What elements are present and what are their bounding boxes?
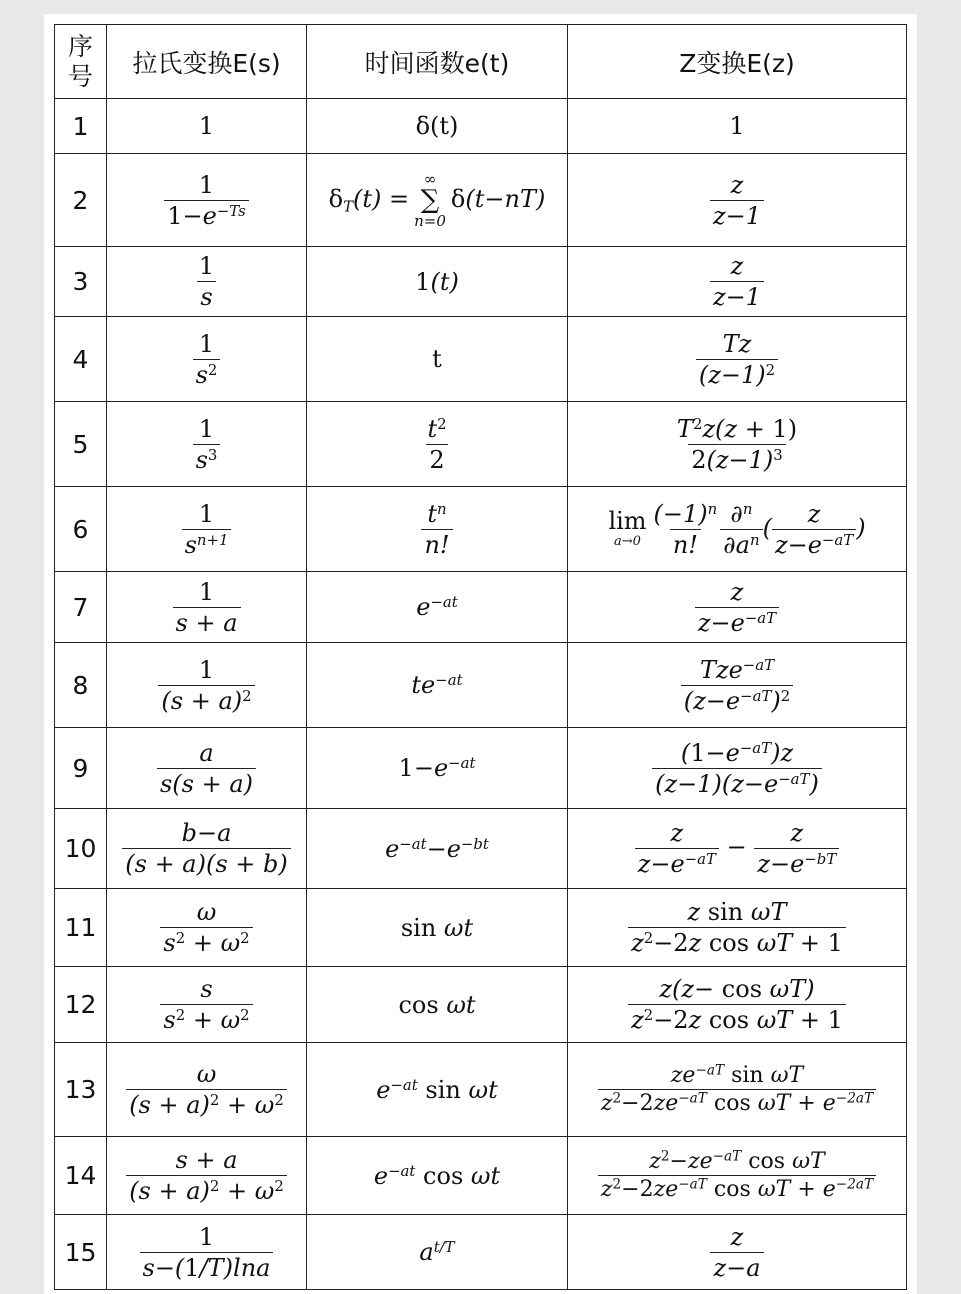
row-number: 1	[55, 99, 107, 154]
table-row	[55, 643, 907, 728]
z-cell: $\frac{z}{z-a}$	[568, 1215, 907, 1290]
time-cell: $1-e^{-at}$	[307, 728, 568, 809]
laplace-cell: $\frac{1}{s^3}$	[107, 402, 307, 487]
time-cell: sin ωt	[307, 889, 568, 967]
laplace-cell: $\frac{a}{s(s + a)}$	[107, 728, 307, 809]
time-cell: cos ωt	[307, 967, 568, 1043]
z-cell: $\frac{(1-e^{-aT})z}{(z-1)(z-e^{-aT})}$	[568, 728, 907, 809]
laplace-cell: $\frac{s}{s^2 + \omega^2}$	[107, 967, 307, 1043]
z-cell: $\frac{\text{z(z− cos ωT)}}{z^2-2z \cos \omega T + 1}$	[568, 967, 907, 1043]
time-cell: $te^{-at}$	[307, 643, 568, 728]
z-cell: $\frac{z^2-ze^{-aT} \cos \omega T}{z^2-2ze^{-aT} \cos \omega T + e^{-2aT}}$	[568, 1137, 907, 1215]
time-cell: $\frac{t^2}{2}$	[307, 402, 568, 487]
laplace-cell: $\frac{1}{s^{n+1}}$	[107, 487, 307, 572]
laplace-cell: $\frac{\omega}{s^2 + \omega^2}$	[107, 889, 307, 967]
table-row	[55, 247, 907, 317]
row-number: 12	[55, 967, 107, 1043]
z-cell: $\frac{ze^{-aT} \sin \omega T}{z^2-2ze^{-aT} \cos \omega T + e^{-2aT}}$	[568, 1043, 907, 1137]
time-cell: $a^{t/T}$	[307, 1215, 568, 1290]
table-row	[55, 99, 907, 154]
table-row	[55, 487, 907, 572]
row-number: 6	[55, 487, 107, 572]
table-row	[55, 572, 907, 643]
laplace-cell: $\frac{\omega}{(s + a)^2 + \omega^2}$	[107, 1043, 307, 1137]
laplace-cell: 1	[107, 99, 307, 154]
time-cell: 1(t)	[307, 247, 568, 317]
z-cell: $\frac{z}{z-e^{-aT}}$ − $\frac{z}{z-e^{-bT}}$	[568, 809, 907, 889]
z-cell: 1	[568, 99, 907, 154]
z-cell: $\frac{z}{z-e^{-aT}}$	[568, 572, 907, 643]
table-row	[55, 402, 907, 487]
z-transform-table	[54, 24, 907, 1290]
time-cell: $e^{-at}$	[307, 572, 568, 643]
row-number: 4	[55, 317, 107, 402]
time-cell: δ(t)	[307, 99, 568, 154]
laplace-cell: $\frac{b-a}{(s + a)(s + b)}$	[107, 809, 307, 889]
z-cell: $\frac{Tz}{(z-1)^2}$	[568, 317, 907, 402]
z-cell: $\frac{Tze^{-aT}}{(z-e^{-aT})^2}$	[568, 643, 907, 728]
row-number: 13	[55, 1043, 107, 1137]
row-number: 9	[55, 728, 107, 809]
document-page	[44, 14, 917, 1294]
z-cell: $\frac{z}{z-1}$	[568, 247, 907, 317]
laplace-cell: $\frac{1}{1-e^{-Ts}}$	[107, 154, 307, 247]
row-number: 3	[55, 247, 107, 317]
laplace-cell: $\frac{1}{s-(1/T)\ln a}$	[107, 1215, 307, 1290]
time-cell: t	[307, 317, 568, 402]
time-cell: $e^{-at}-e^{-bt}$	[307, 809, 568, 889]
laplace-cell: $\frac{1}{s}$	[107, 247, 307, 317]
header-z-transform: Z变换E(z)	[568, 25, 907, 99]
laplace-cell: $\frac{1}{(s + a)^2}$	[107, 643, 307, 728]
row-number: 2	[55, 154, 107, 247]
time-cell: $e^{-at}$ cos ωt	[307, 1137, 568, 1215]
row-number: 10	[55, 809, 107, 889]
header-time-function: 时间函数e(t)	[307, 25, 568, 99]
row-number: 11	[55, 889, 107, 967]
table-row	[55, 889, 907, 967]
table-row	[55, 809, 907, 889]
z-cell: $\frac{\text{z sin ωT}}{z^2-2z \cos \omega T + 1}$	[568, 889, 907, 967]
table-row	[55, 1215, 907, 1290]
header-laplace: 拉氏变换E(s)	[107, 25, 307, 99]
table-row	[55, 154, 907, 247]
table-row	[55, 728, 907, 809]
header-index: 序号	[55, 25, 107, 99]
table-row	[55, 1137, 907, 1215]
row-number: 5	[55, 402, 107, 487]
time-cell: $\frac{t^n}{n!}$	[307, 487, 568, 572]
laplace-cell: $\frac{s + a}{(s + a)^2 + \omega^2}$	[107, 1137, 307, 1215]
laplace-cell: $\frac{1}{s^2}$	[107, 317, 307, 402]
row-number: 15	[55, 1215, 107, 1290]
header-row	[55, 25, 907, 99]
z-cell: $\frac{T^2z(z + 1)}{2(z-1)^3}$	[568, 402, 907, 487]
time-cell: $e^{-at}$ sin ωt	[307, 1043, 568, 1137]
row-number: 8	[55, 643, 107, 728]
time-cell: $\delta_T(t)$ = ∞ ∑ n=0 δ(t−nT)	[307, 154, 568, 247]
table-row	[55, 1043, 907, 1137]
row-number: 14	[55, 1137, 107, 1215]
z-cell: lim a→0 $\frac{(-1)^n}{n!}$ $\frac{\partial^n}{\partial a^n}$ ( $\frac{z}{z-e^{-aT}}$ )	[568, 487, 907, 572]
laplace-cell: $\frac{1}{s + a}$	[107, 572, 307, 643]
row-number: 7	[55, 572, 107, 643]
table-row	[55, 967, 907, 1043]
table-row	[55, 317, 907, 402]
z-cell: $\frac{z}{z-1}$	[568, 154, 907, 247]
